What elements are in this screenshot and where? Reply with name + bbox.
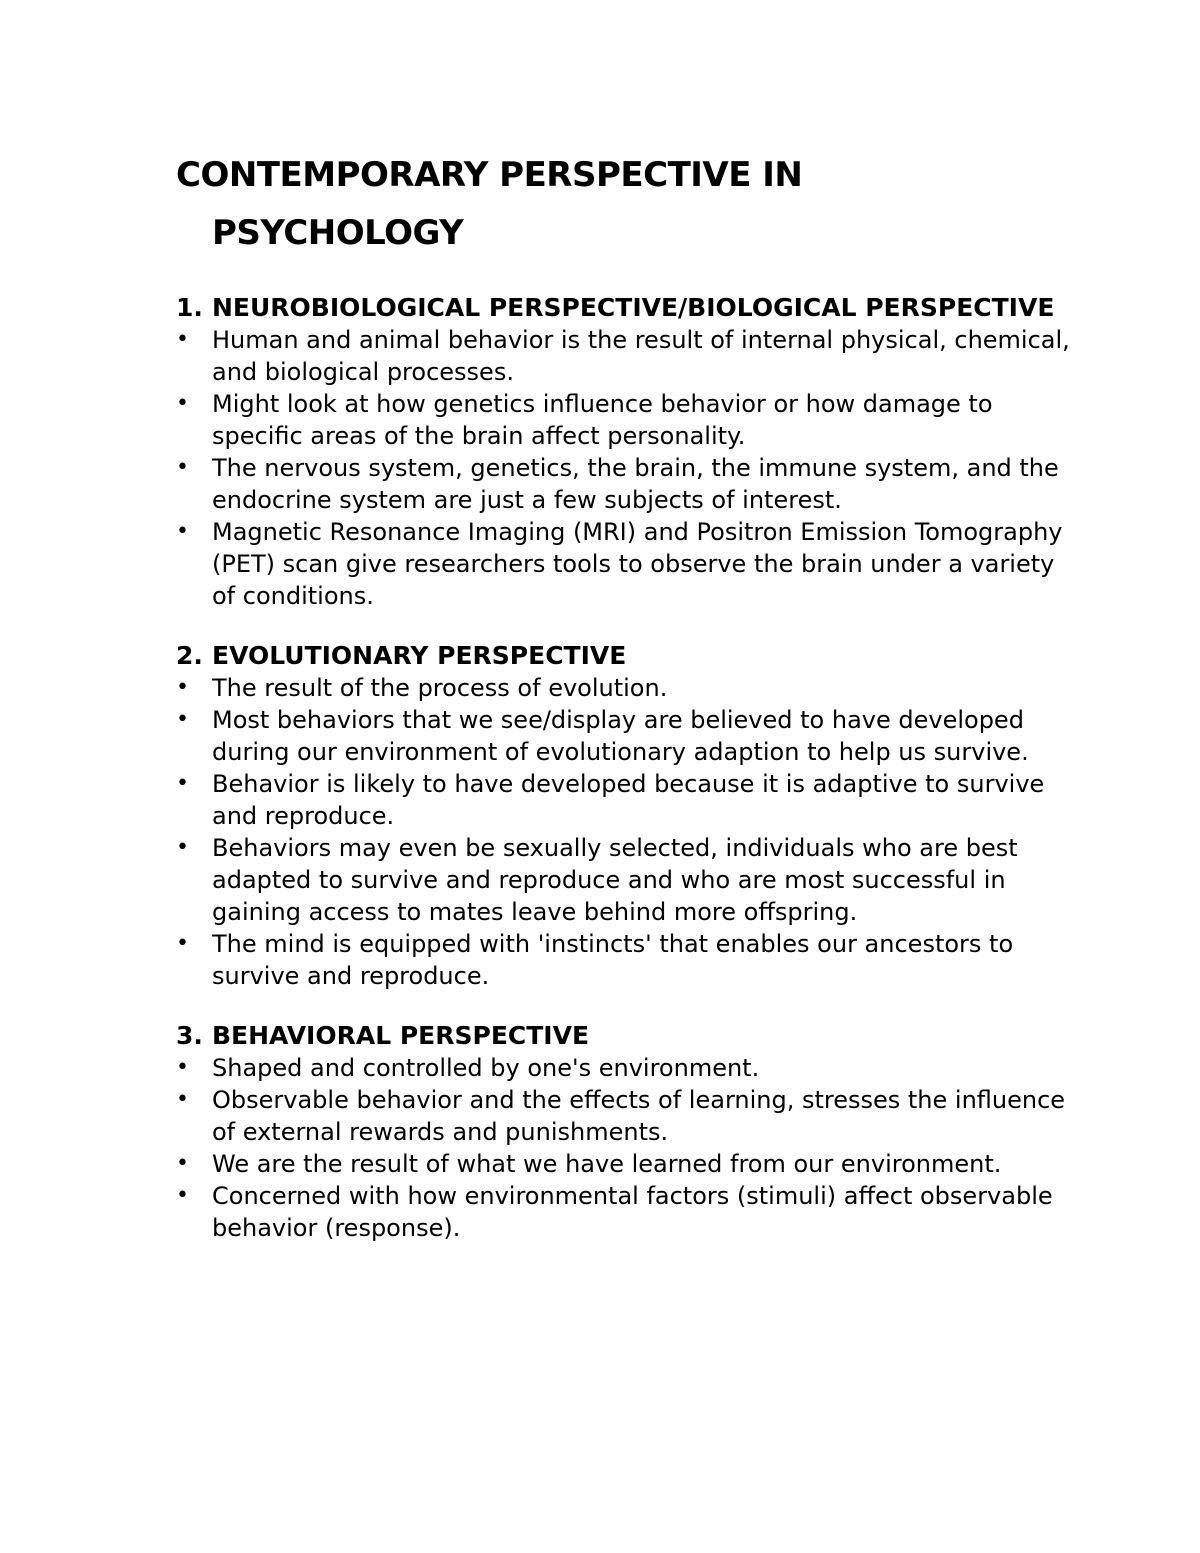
document-title: CONTEMPORARY PERSPECTIVE IN PSYCHOLOGY xyxy=(176,155,803,253)
bullet-icon: • xyxy=(176,771,189,796)
section-neurobiological xyxy=(176,292,1076,612)
bullet-icon: • xyxy=(176,675,189,700)
list-item-text: Observable behavior and the effects of learning, stresses the influence of external rewards and punishments. xyxy=(212,1086,1066,1146)
list-item xyxy=(176,324,1082,388)
list-item xyxy=(176,768,1082,832)
list-item-text: The mind is equipped with 'instincts' that enables our ancestors to survive and reproduce. xyxy=(212,930,1014,990)
list-item-text: The result of the process of evolution. xyxy=(212,674,668,702)
bullet-icon: • xyxy=(176,455,189,480)
list-item-text: We are the result of what we have learned from our environment. xyxy=(212,1150,1002,1178)
bullet-icon: • xyxy=(176,391,189,416)
bullet-list xyxy=(176,1052,1076,1244)
bullet-icon: • xyxy=(176,519,189,544)
section-title: BEHAVIORAL PERSPECTIVE xyxy=(212,1021,590,1050)
list-item-text: Most behaviors that we see/display are believed to have developed during our environment of evolutionary adaption to help us survive. xyxy=(212,706,1029,766)
section-title: EVOLUTIONARY PERSPECTIVE xyxy=(212,641,627,670)
list-item xyxy=(176,1148,1082,1180)
list-item-text: Magnetic Resonance Imaging (MRI) and Positron Emission Tomography (PET) scan give researchers tools to observe the brain under a variety of conditions. xyxy=(212,518,1063,610)
bullet-icon: • xyxy=(176,1055,189,1080)
section-number: 3. xyxy=(176,1021,203,1050)
bullet-icon: • xyxy=(176,931,189,956)
bullet-icon: • xyxy=(176,707,189,732)
list-item xyxy=(176,704,1082,768)
list-item xyxy=(176,1084,1082,1148)
list-item xyxy=(176,832,1082,928)
bullet-icon: • xyxy=(176,1183,189,1208)
section-heading xyxy=(176,1020,1076,1052)
list-item xyxy=(176,928,1082,992)
bullet-list xyxy=(176,324,1076,612)
bullet-icon: • xyxy=(176,1087,189,1112)
list-item-text: The nervous system, genetics, the brain, the immune system, and the endocrine system are just a few subjects of interest. xyxy=(212,454,1059,514)
section-behavioral xyxy=(176,1020,1076,1244)
section-evolutionary xyxy=(176,640,1076,992)
list-item xyxy=(176,516,1082,612)
bullet-icon: • xyxy=(176,835,189,860)
list-item-text: Shaped and controlled by one's environment. xyxy=(212,1054,760,1082)
section-heading xyxy=(176,640,1076,672)
bullet-icon: • xyxy=(176,1151,189,1176)
list-item-text: Behavior is likely to have developed because it is adaptive to survive and reproduce. xyxy=(212,770,1045,830)
list-item xyxy=(176,452,1082,516)
list-item-text: Behaviors may even be sexually selected, individuals who are best adapted to survive and reproduce and who are most successful in gaining access to mates leave behind more offspring. xyxy=(212,834,1018,926)
list-item-text: Might look at how genetics influence behavior or how damage to specific areas of the brain affect personality. xyxy=(212,390,993,450)
section-title: NEUROBIOLOGICAL PERSPECTIVE/BIOLOGICAL PERSPECTIVE xyxy=(212,293,1055,322)
list-item xyxy=(176,1180,1082,1244)
list-item-text: Concerned with how environmental factors (stimuli) affect observable behavior (response). xyxy=(212,1182,1053,1242)
section-heading xyxy=(176,292,1076,324)
bullet-icon: • xyxy=(176,327,189,352)
list-item xyxy=(176,1052,1082,1084)
list-item xyxy=(176,388,1082,452)
list-item xyxy=(176,672,1082,704)
list-item-text: Human and animal behavior is the result of internal physical, chemical, and biological processes. xyxy=(212,326,1070,386)
section-number: 2. xyxy=(176,641,203,670)
section-number: 1. xyxy=(176,293,203,322)
document-content xyxy=(176,146,1076,1244)
bullet-list xyxy=(176,672,1076,992)
